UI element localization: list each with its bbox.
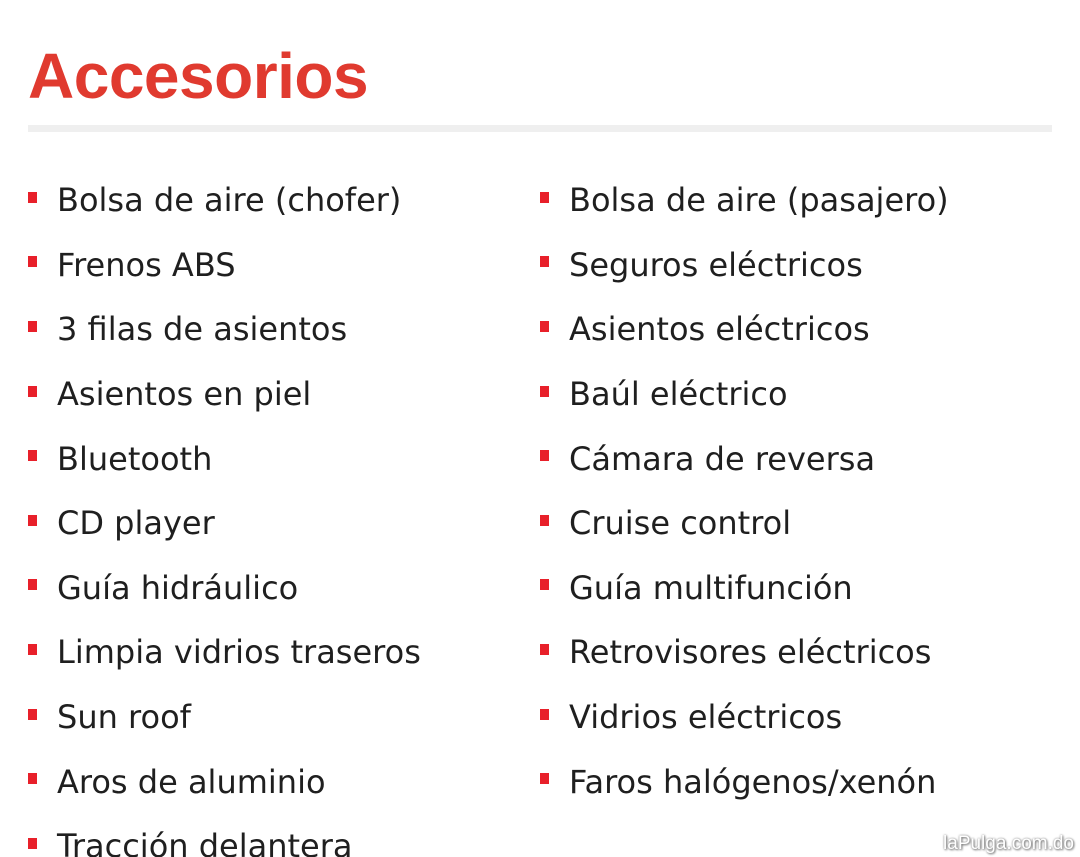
feature-label: Asientos eléctricos	[569, 310, 870, 349]
feature-item	[28, 426, 540, 491]
feature-label: Asientos en piel	[57, 375, 312, 414]
bullet-icon	[540, 192, 549, 203]
bullet-icon	[28, 773, 37, 784]
bullet-icon	[540, 579, 549, 590]
feature-label: Faros halógenos/xenón	[569, 762, 937, 801]
bullet-icon	[540, 773, 549, 784]
bullet-icon	[28, 256, 37, 267]
feature-item	[540, 749, 1052, 814]
bullet-icon	[540, 256, 549, 267]
feature-item	[540, 297, 1052, 362]
bullet-icon	[28, 321, 37, 332]
feature-item	[28, 233, 540, 298]
bullet-icon	[540, 709, 549, 720]
features-list	[28, 168, 1052, 857]
feature-label: Bolsa de aire (pasajero)	[569, 181, 949, 220]
bullet-icon	[540, 644, 549, 655]
feature-label: Tracción delantera	[57, 827, 353, 857]
feature-label: Cruise control	[569, 504, 792, 543]
title-divider	[28, 125, 1052, 132]
feature-item	[28, 556, 540, 621]
feature-item	[540, 426, 1052, 491]
watermark-logo: laPulga.com.do	[943, 833, 1074, 854]
feature-item	[540, 362, 1052, 427]
bullet-icon	[28, 386, 37, 397]
page-title: Accesorios	[28, 40, 369, 112]
bullet-icon	[540, 321, 549, 332]
feature-label: Frenos ABS	[57, 245, 236, 284]
feature-item	[540, 491, 1052, 556]
feature-label: 3 filas de asientos	[57, 310, 348, 349]
feature-label: Retrovisores eléctricos	[569, 633, 932, 672]
feature-item	[540, 233, 1052, 298]
feature-label: Cámara de reversa	[569, 439, 876, 478]
feature-label: Bolsa de aire (chofer)	[57, 181, 402, 220]
feature-label: Vidrios eléctricos	[569, 698, 843, 737]
feature-label: Baúl eléctrico	[569, 375, 788, 414]
feature-item	[28, 620, 540, 685]
feature-item	[28, 362, 540, 427]
feature-item	[540, 556, 1052, 621]
bullet-icon	[28, 450, 37, 461]
bullet-icon	[28, 644, 37, 655]
feature-item	[28, 168, 540, 233]
bullet-icon	[28, 192, 37, 203]
bullet-icon	[540, 515, 549, 526]
bullet-icon	[28, 709, 37, 720]
feature-item	[540, 685, 1052, 750]
feature-item	[540, 620, 1052, 685]
bullet-icon	[540, 386, 549, 397]
feature-item	[28, 685, 540, 750]
feature-label: Guía multifunción	[569, 568, 853, 607]
feature-label: Aros de aluminio	[57, 762, 326, 801]
bullet-icon	[28, 515, 37, 526]
feature-label: Seguros eléctricos	[569, 245, 863, 284]
bullet-icon	[28, 579, 37, 590]
feature-label: Guía hidráulico	[57, 568, 299, 607]
feature-item	[28, 297, 540, 362]
feature-label: Sun roof	[57, 698, 191, 737]
feature-item	[540, 168, 1052, 233]
bullet-icon	[540, 450, 549, 461]
bullet-icon	[28, 838, 37, 849]
feature-label: CD player	[57, 504, 215, 543]
feature-item	[28, 491, 540, 556]
feature-item	[28, 814, 540, 857]
feature-item	[28, 749, 540, 814]
feature-label: Bluetooth	[57, 439, 213, 478]
feature-label: Limpia vidrios traseros	[57, 633, 421, 672]
